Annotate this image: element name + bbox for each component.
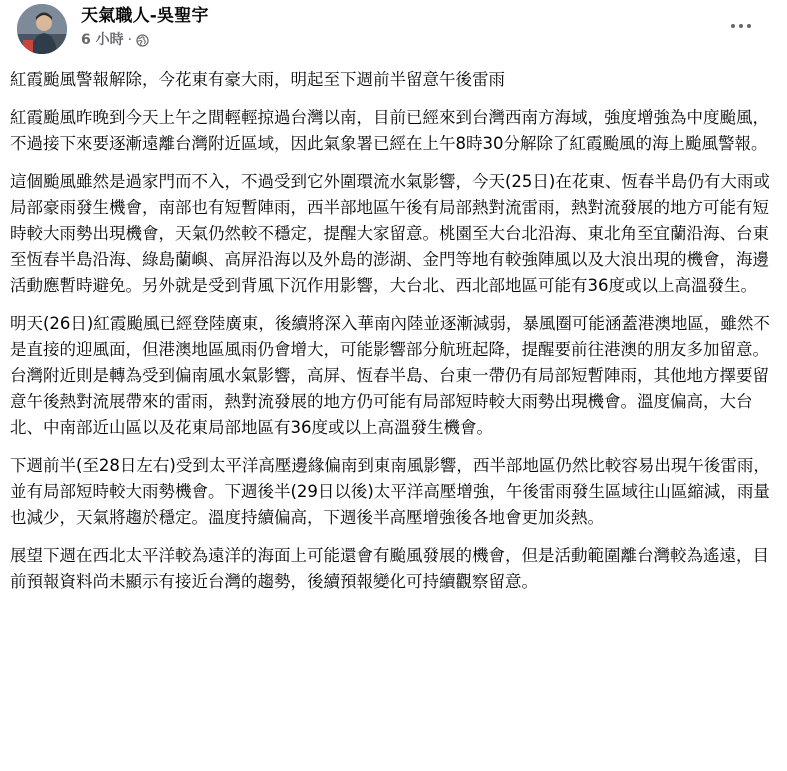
avatar-image xyxy=(17,4,67,54)
separator-dot: · xyxy=(127,32,133,48)
more-options-icon[interactable] xyxy=(723,14,759,38)
author-name[interactable]: 天氣職人-吳聖宇 xyxy=(81,6,209,26)
post-paragraph: 展望下週在西北太平洋較為遠洋的海面上可能還會有颱風發展的機會，但是活動範圍離台灣較為遙遠，目前預報資料尚未顯示有接近台灣的趨勢，後續預報變化可持續觀察留意。 xyxy=(10,546,769,591)
post-header xyxy=(8,0,775,60)
post-body xyxy=(10,67,770,607)
post-paragraph: 紅霞颱風警報解除，今花東有豪大雨，明起至下週前半留意午後雷雨 xyxy=(10,70,505,89)
post-subline xyxy=(81,31,209,49)
post-paragraph: 明天(26日)紅霞颱風已經登陸廣東，後續將深入華南內陸並逐漸減弱，暴風圈可能涵蓋港澳地區，雖然不是直接的迎風面，但港澳地區風雨仍會增大，可能影響部分航班起降，提醒要前往港澳的朋友多加留意。台灣附近則是轉為受到偏南風水氣影響，高屏、恆春半島、台東一帶仍有局部短暫陣雨，其他地方擇要留意午後熱對流展帶來的雷雨，熱對流發展的地方仍可能有局部短時較大雨勢出現機會。溫度偏高，大台北、中南部近山區以及花東局部地區有36度或以上高溫發生機會。 xyxy=(10,314,770,437)
post-meta xyxy=(81,5,209,49)
post-paragraph: 紅霞颱風昨晚到今天上午之間輕輕掠過台灣以南，目前已經來到台灣西南方海域，強度增強為中度颱風，不過接下來要逐漸遠離台灣附近區域，因此氣象署已經在上午8時30分解除了紅霞颱風的海上颱風警報。 xyxy=(10,108,769,153)
avatar[interactable] xyxy=(17,4,67,54)
post-timestamp[interactable]: 6 小時 xyxy=(81,32,124,48)
post-paragraph: 下週前半(至28日左右)受到太平洋高壓邊緣偏南到東南風影響，西半部地區仍然比較容易出現午後雷雨，並有局部短時較大雨勢機會。下週後半(29日以後)太平洋高壓增強，午後雷雨發生區域往山區縮減，雨量也減少，天氣將趨於穩定。溫度持續偏高，下週後半高壓增強後各地會更加炎熱。 xyxy=(10,456,770,527)
post-paragraph: 這個颱風雖然是過家門而不入，不過受到它外圍環流水氣影響，今天(25日)在花東、恆春半島仍有大雨或局部豪雨發生機會，南部也有短暫陣雨，西半部地區午後有局部熱對流雷雨，熱對流發展的地方可能有短時較大雨勢出現機會，天氣仍然較不穩定，提醒大家留意。桃園至大台北沿海、東北角至宜蘭沿海、台東至恆春半島沿海、綠島蘭嶼、高屏沿海以及外島的澎湖、金門等地有較強陣風以及大浪出現的機會，海邊活動應暫時避免。另外就是受到背風下沉作用影響，大台北、西北部地區可能有36度或以上高溫發生。 xyxy=(10,172,770,295)
globe-icon[interactable] xyxy=(136,34,149,47)
